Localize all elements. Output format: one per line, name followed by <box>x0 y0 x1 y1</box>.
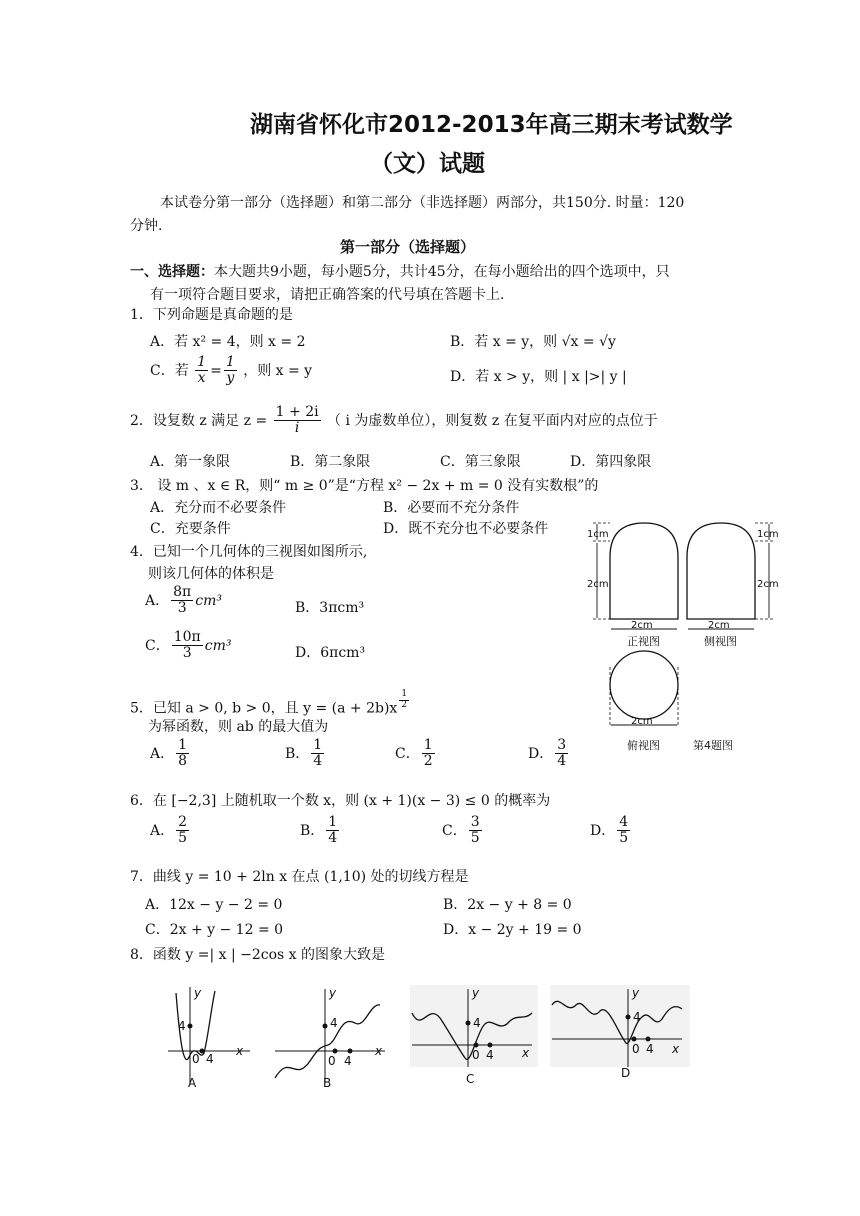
side-view-label: 侧视图 <box>704 635 737 648</box>
numerator: 3 <box>470 814 480 830</box>
q2-stem-post: （ i 为虚数单位），则复数 z 在复平面内对应的点位于 <box>327 412 658 429</box>
q2-option-c: C．第三象限 <box>440 454 521 470</box>
page-subtitle: （文）试题 <box>370 151 485 177</box>
fraction <box>171 585 193 617</box>
q5-stem-text: 5．已知 a > 0, b > 0，且 y = (a + 2b)x <box>130 700 398 717</box>
denominator: 4 <box>313 753 323 770</box>
numerator: 1 <box>423 737 433 753</box>
numerator: 1 <box>178 737 188 753</box>
denominator: 5 <box>470 830 480 847</box>
denominator: 5 <box>178 830 188 847</box>
fraction <box>176 738 189 770</box>
option-label: A． <box>145 592 170 609</box>
x-axis-label: x <box>375 1044 383 1058</box>
label-2cm-right: 2cm <box>757 579 779 590</box>
graph-a <box>168 986 250 1090</box>
numerator: 1 <box>225 354 235 370</box>
numerator: 1 <box>328 814 338 830</box>
fraction <box>195 355 208 387</box>
q3-option-b: B．必要而不充分条件 <box>383 500 520 516</box>
y-axis-label: y <box>329 986 337 1000</box>
graph-label-b: B <box>323 1076 332 1090</box>
q8-stem: 8．函数 y =| x | −2cos x 的图象大致是 <box>130 947 386 963</box>
numerator: 10π <box>173 629 201 645</box>
q1-option-c: C．若 $\frac{1}{x}$ = $\frac{1}{y}$ ，则 x = y <box>150 354 313 387</box>
denominator: 5 <box>619 830 629 847</box>
q3-stem: 3． 设 m 、x ∈ R，则“ m ≥ 0”是“方程 x² − 2x + m = 0 没有实数根”的 <box>130 478 599 494</box>
q4-option-a <box>145 585 222 617</box>
q6-option-d <box>590 815 632 847</box>
x-axis-label: x <box>236 1044 244 1058</box>
denominator: 4 <box>557 753 567 770</box>
origin-label: 0 <box>632 1042 640 1056</box>
intro-text-cont: 分钟. <box>130 218 163 234</box>
q1-option-d: D．若 x > y，则 | x |>| y | <box>450 369 627 385</box>
front-view-shape <box>610 523 678 619</box>
origin-label: 0 <box>192 1052 200 1066</box>
fraction <box>617 815 630 847</box>
graph-label-d: D <box>621 1066 631 1080</box>
q4-three-view-figure <box>583 517 783 757</box>
q5-option-d <box>528 738 570 770</box>
y-axis-label: y <box>632 986 640 1000</box>
section-heading: 一、选择题： <box>130 264 214 280</box>
tick-4: 4 <box>646 1042 654 1056</box>
section-text: 本大题共9小题，每小题5分，共计45分，在每小题给出的四个选项中，只 <box>214 264 670 280</box>
numerator: 1 + 2i <box>275 404 319 420</box>
denominator: y <box>226 370 235 387</box>
q2-stem-pre: 2．设复数 z 满足 z = <box>130 412 268 429</box>
graph-label-c: C <box>466 1072 475 1086</box>
label-1cm-left: 1cm <box>587 529 609 540</box>
q1-c-pre: C．若 <box>150 362 189 379</box>
y-axis-label: y <box>472 986 480 1000</box>
fraction <box>176 815 189 847</box>
numerator: 3 <box>557 737 567 753</box>
label-side-width: 2cm <box>708 620 730 631</box>
q4-stem: 4．已知一个几何体的三视图如图所示, <box>130 544 368 560</box>
label-1cm-right: 1cm <box>757 529 779 540</box>
denominator: 2 <box>423 753 433 770</box>
fraction <box>326 815 339 847</box>
q4-option-b: B．3πcm³ <box>295 600 365 616</box>
origin-label: 0 <box>328 1054 336 1068</box>
page-title: 湖南省怀化市2012-2013年高三期末考试数学 <box>250 112 733 138</box>
exponent-fraction <box>399 690 409 711</box>
q1-stem: 1．下列命题是真命题的是 <box>130 307 293 323</box>
unit: cm³ <box>195 592 222 609</box>
option-label: C． <box>395 745 420 762</box>
intro-text: 本试卷分第一部分（选择题）和第二部分（非选择题）两部分，共150分. 时量：120 <box>160 195 685 211</box>
numerator: 2 <box>178 814 188 830</box>
fraction <box>311 738 324 770</box>
graph-b <box>275 986 385 1090</box>
q3-option-c: C．充要条件 <box>150 521 231 537</box>
numerator: 1 <box>313 737 323 753</box>
graph-c <box>410 985 538 1086</box>
q3-option-d: D．既不充分也不必要条件 <box>383 521 549 537</box>
y-axis-label: y <box>194 986 202 1000</box>
figure-caption: 第4题图 <box>693 739 733 752</box>
q5-option-c <box>395 738 437 770</box>
tick-4: 4 <box>486 1048 494 1062</box>
q1-option-a: A．若 x² = 4，则 x = 2 <box>150 334 306 350</box>
section-intro <box>130 261 670 281</box>
q4-option-c <box>145 630 231 662</box>
fraction <box>469 815 482 847</box>
q3-option-a: A．充分而不必要条件 <box>150 500 287 516</box>
q1-option-b: B．若 x = y，则 √x = √y <box>450 334 616 350</box>
q4-stem-cont: 则该几何体的体积是 <box>148 566 274 582</box>
unit: cm³ <box>204 637 232 654</box>
option-label: C． <box>442 822 467 839</box>
numerator: 1 <box>401 689 408 699</box>
option-label: A． <box>150 745 175 762</box>
option-label: D． <box>528 745 554 762</box>
tick-4: 4 <box>206 1052 214 1066</box>
tick-4: 4 <box>633 1010 641 1024</box>
label-2cm-left: 2cm <box>587 579 609 590</box>
denominator: 3 <box>177 600 187 617</box>
q2-option-a: A．第一象限 <box>150 454 231 470</box>
top-view-circle <box>610 651 678 719</box>
q7-option-b: B．2x − y + 8 = 0 <box>443 897 572 913</box>
denominator: x <box>197 370 206 387</box>
q2-option-d: D．第四象限 <box>570 454 652 470</box>
front-view-label: 正视图 <box>627 635 660 648</box>
q7-option-d: D．x − 2y + 19 = 0 <box>443 922 582 938</box>
q6-stem: 6．在 [−2,3] 上随机取一个数 x，则 (x + 1)(x − 3) ≤ 0 的概率为 <box>130 793 551 809</box>
option-label: B． <box>300 822 325 839</box>
graph-d <box>550 985 690 1080</box>
option-label: D． <box>590 822 616 839</box>
part1-heading: 第一部分（选择题） <box>340 238 476 256</box>
option-label: B． <box>285 745 310 762</box>
fraction <box>422 738 435 770</box>
fraction <box>274 405 321 437</box>
tick-4: 4 <box>330 1016 338 1030</box>
option-label: C． <box>145 637 170 654</box>
q7-option-a: A．12x − y − 2 = 0 <box>145 897 283 913</box>
q8-graph-options <box>160 983 700 1093</box>
denominator: i <box>294 420 300 437</box>
q4-option-d: D．6πcm³ <box>295 645 366 661</box>
denominator: 2 <box>401 699 408 710</box>
numerator: 4 <box>619 814 629 830</box>
x-axis-label: x <box>522 1046 530 1060</box>
q2-stem <box>130 405 658 437</box>
tick-4: 4 <box>178 1019 186 1033</box>
top-view-label: 俯视图 <box>627 739 660 752</box>
q5-stem-cont: 为幂函数，则 ab 的最大值为 <box>148 719 329 735</box>
fraction <box>224 355 237 387</box>
denominator: 8 <box>178 753 188 770</box>
option-label: A． <box>150 822 175 839</box>
origin-label: 0 <box>472 1048 480 1062</box>
q5-stem <box>130 690 411 718</box>
tick-4: 4 <box>344 1054 352 1068</box>
q2-option-b: B．第二象限 <box>290 454 371 470</box>
q5-option-a <box>150 738 191 770</box>
label-top-width: 2cm <box>631 716 653 727</box>
tick-4: 4 <box>473 1016 481 1030</box>
q7-stem: 7．曲线 y = 10 + 2ln x 在点 (1,10) 处的切线方程是 <box>130 869 469 885</box>
denominator: 4 <box>328 830 338 847</box>
label-front-width: 2cm <box>631 620 653 631</box>
fraction <box>555 738 568 770</box>
numerator: 1 <box>197 354 207 370</box>
section-text-cont: 有一项符合题目要求，请把正确答案的代号填在答题卡上. <box>150 287 505 303</box>
numerator: 8π <box>173 584 192 600</box>
denominator: 3 <box>182 645 192 662</box>
q7-option-c: C．2x + y − 12 = 0 <box>145 922 284 938</box>
graph-label-a: A <box>188 1076 197 1090</box>
q5-option-b <box>285 738 326 770</box>
q6-option-b <box>300 815 341 847</box>
fraction <box>172 630 203 662</box>
x-axis-label: x <box>672 1042 680 1056</box>
q6-option-c <box>442 815 484 847</box>
side-view-shape <box>687 523 755 619</box>
q1-c-post: ，则 x = y <box>243 362 313 379</box>
q6-option-a <box>150 815 191 847</box>
